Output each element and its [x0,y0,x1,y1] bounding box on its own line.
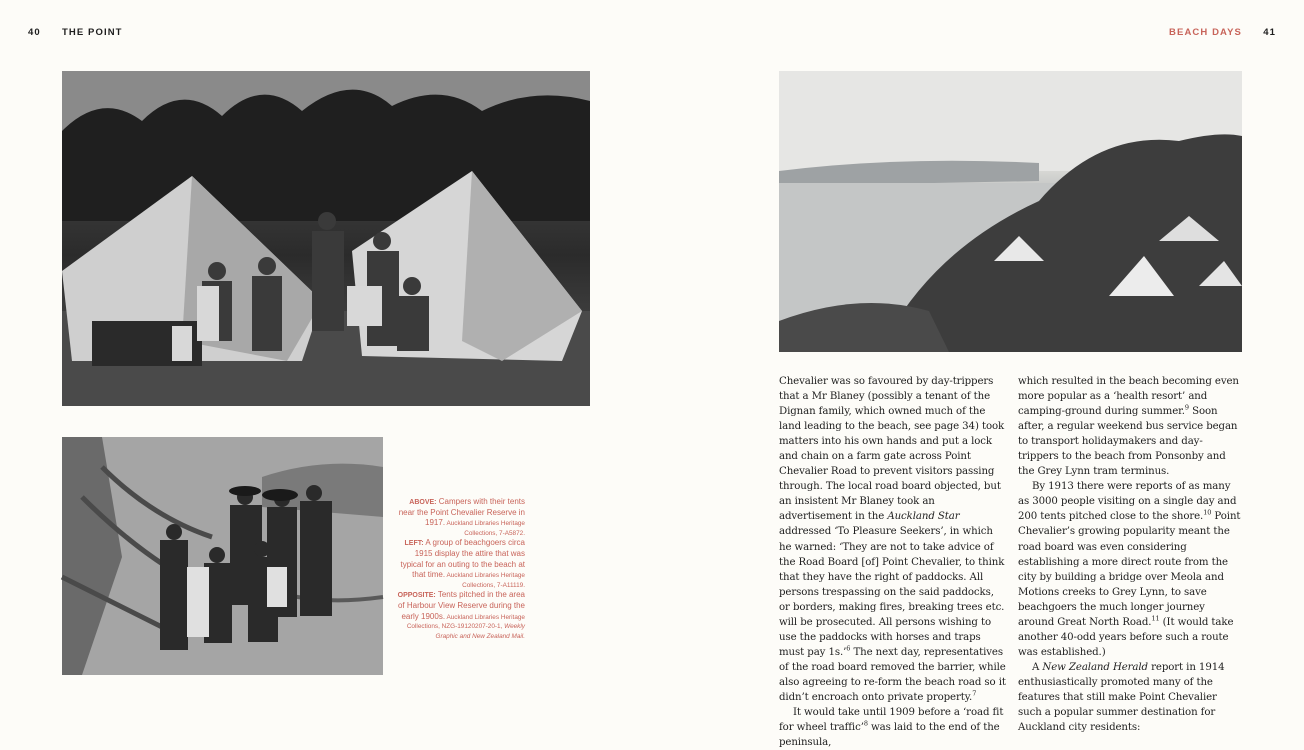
newspaper-title: Auckland Star [887,511,960,523]
body-paragraph [1018,660,1242,735]
caption-opposite-label: OPPOSITE: [397,592,436,600]
text-run: The next day, representatives of the road board removed the barrier, while also agreeing to re-form the beach road so it didn’t encroach onto private property. [779,646,1006,703]
photo-beachgoers-group [62,437,383,675]
running-head-left: THE POINT [62,27,123,38]
footnote-ref: 11 [1151,614,1160,623]
photo-beachgoers-group-illustration [62,437,383,675]
text-run: By 1913 there were reports of as many as 3000 people visiting on a single day and 200 tents pitched close to the shore. [1018,481,1237,523]
caption-opposite-credit-italic: Weekly Graphic and New Zealand Mail. [435,623,525,640]
page-number-right: 41 [1263,27,1276,38]
photo-campers-tents-illustration [62,71,590,406]
body-paragraph [779,374,1006,705]
text-run: which resulted in the beach becoming even more popular as a ‘health resort’ and camping-ground during summer. [1018,376,1239,418]
footnote-ref: 9 [1184,403,1189,412]
body-paragraph [1018,479,1242,660]
caption-opposite-text: Tents pitched in the area of Harbour View Reserve during the early 1900s. [397,590,525,621]
text-run: A [1032,661,1043,673]
text-run: (It would take another 40-odd years before such a route was established.) [1018,616,1234,658]
photo-harbour-view-tents [779,71,1242,352]
caption-above-label: ABOVE: [409,499,437,506]
text-run: addressed ‘To Pleasure Seekers’, in which he warned: ‘They are not to take advice of the Road Board [of] Point Chevalier, to think that they have the right of paddocks. All persons trespassing on the said paddocks, or borders, making fires, breaking trees etc. will be prosecuted. All persons wishing to use the paddocks with horses and traps must pay 1s.’ [779,526,1005,658]
photo-harbour-view-tents-illustration [779,71,1242,352]
footnote-ref: 6 [846,644,851,653]
text-run: Point Chevalier’s growing popularity meant the road board was even considering establishing a more direct route from the city by building a bridge over Meola and Motions creeks to Grey Lynn, to save beachgoers the much longer journey around Great North Road. [1018,511,1241,628]
footnote-ref: 10 [1203,509,1212,518]
body-column-1 [779,374,1006,750]
page-number-left: 40 [28,27,41,38]
caption-left-label: LEFT: [404,540,424,548]
footnote-ref: 8 [863,719,868,728]
text-run: report in 1914 enthusiastically promoted many of the features that still make Point Chevalier such a popular summer destination for Auckland city residents: [1018,661,1225,734]
caption-above-text: Campers with their tents near the Point Chevalier Reserve in 1917. [398,497,525,528]
photo-campers-tents [62,71,590,406]
text-run: It would take until 1909 before a ‘road fit for wheel traffic’ [779,707,1004,734]
photo-captions [392,497,525,641]
caption-opposite [392,590,525,641]
text-run: was laid to the end of the peninsula, [779,722,1000,749]
footnote-ref: 7 [972,689,977,698]
caption-left-text: A group of beachgoers circa 1915 display the attire that was typical for an outing to the beach at that time. [400,538,525,580]
text-run: Chevalier was so favoured by day-trippers that a Mr Blaney (possibly a tenant of the Dignan family, which owned much of the land leading to the beach, see page 34) took matters into his own hands and put a lock and chain on a farm gate across Point Chevalier Road to prevent visitors passing through. The local road board objected, but an insistent Mr Blaney took an advertisement in the [779,376,1005,523]
caption-opposite-credit: Auckland Libraries Heritage Collections, NZG-19120207-20-1, [406,613,525,631]
newspaper-title: New Zealand Herald [1042,661,1148,673]
running-head-right: BEACH DAYS [1169,27,1242,38]
caption-left [392,538,525,590]
caption-above [392,497,525,538]
text-run: Soon after, a regular weekend bus service began to transport holidaymakers and day-trippers to the beach from Ponsonby and the Grey Lynn tram terminus. [1018,406,1238,478]
body-paragraph [1018,374,1242,479]
caption-above-credit: Auckland Libraries Heritage Collections, 7-A5872. [445,520,525,537]
body-column-2 [1018,374,1242,735]
body-paragraph [779,705,1006,750]
caption-left-credit: Auckland Libraries Heritage Collections, 7-A11119. [445,572,525,589]
